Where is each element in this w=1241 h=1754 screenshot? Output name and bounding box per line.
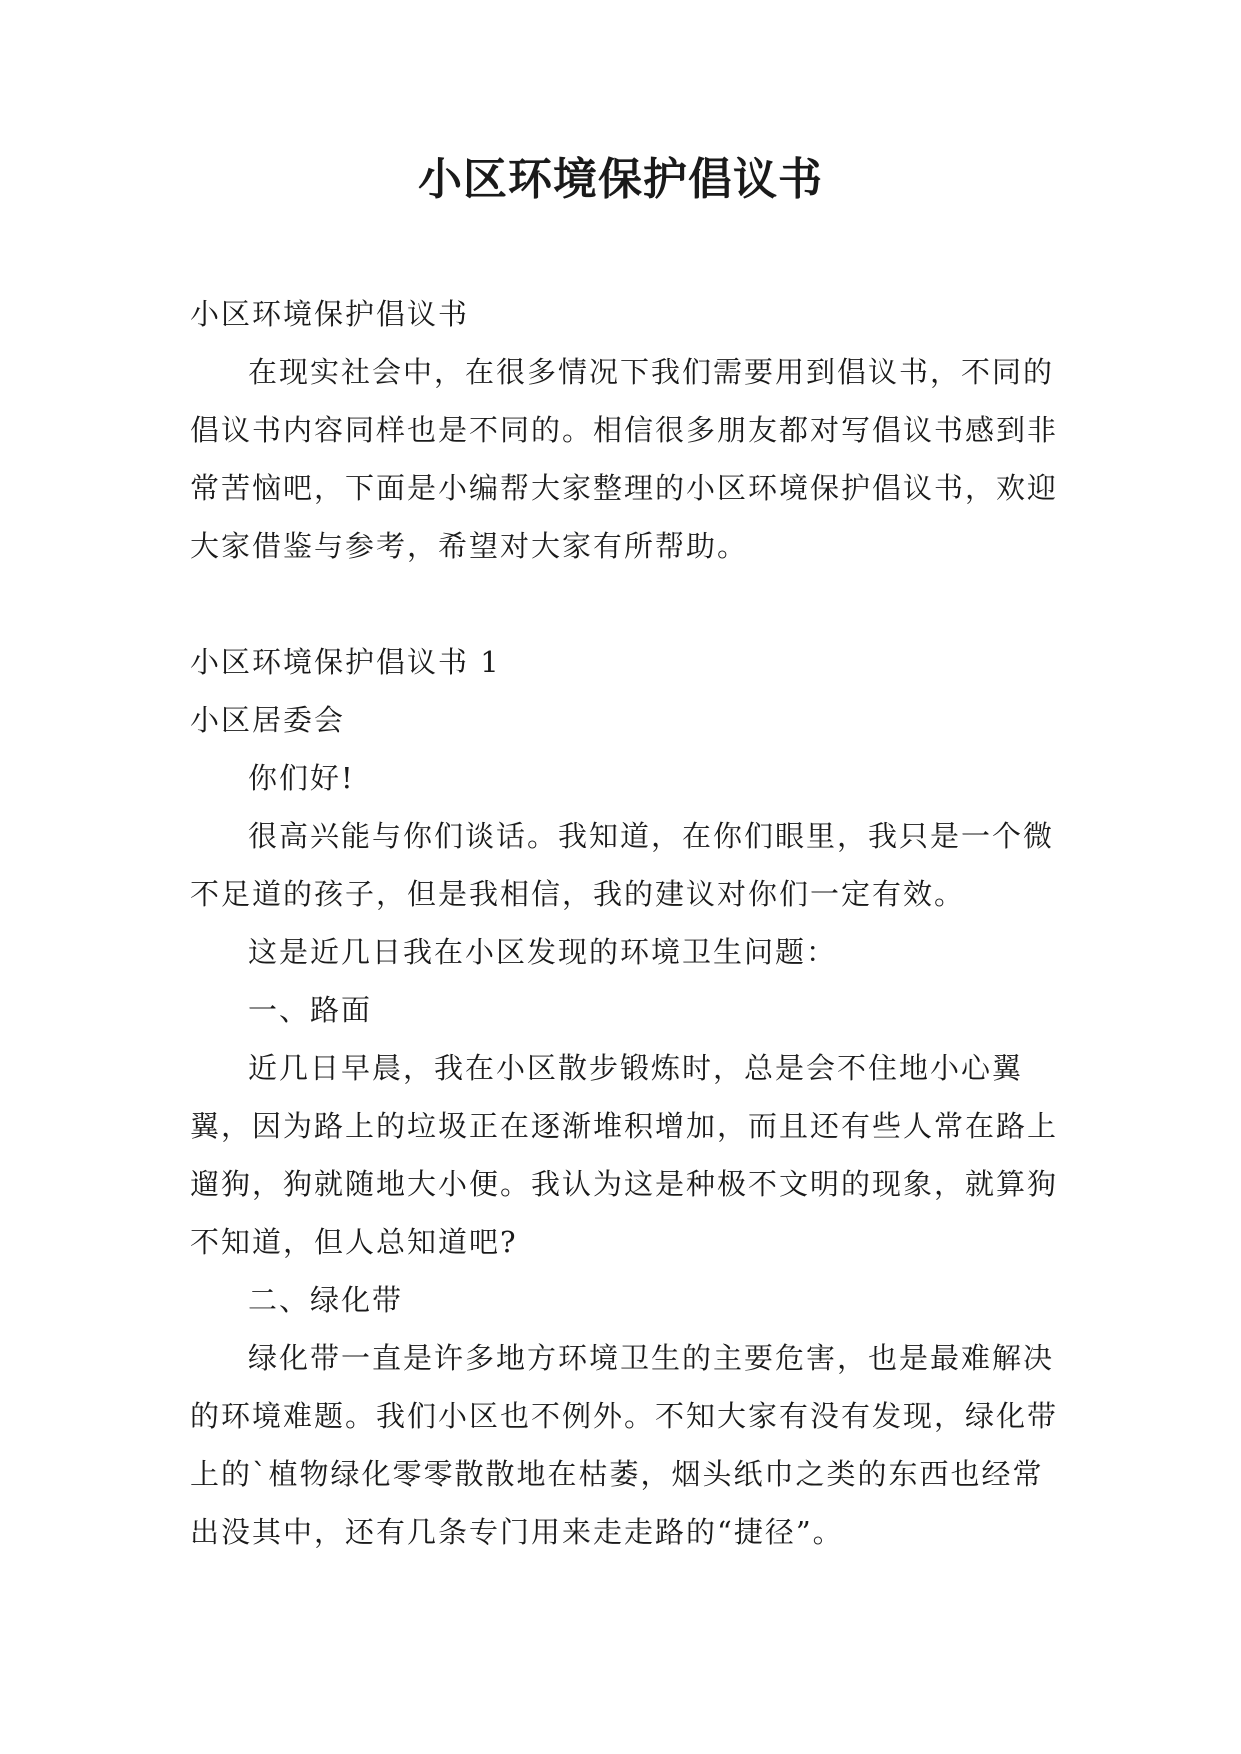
body-paragraph: 很高兴能与你们谈话。我知道，在你们眼里，我只是一个微不足道的孩子，但是我相信，我的建议对你们一定有效。 xyxy=(190,819,1055,911)
section-heading: 小区环境保护倡议书 1 xyxy=(190,645,501,679)
body-paragraph: 近几日早晨，我在小区散步锻炼时，总是会不住地小心翼翼，因为路上的垃圾正在逐渐堆积增加，而且还有些人常在路上遛狗，狗就随地大小便。我认为这是种极不文明的现象，就算狗不知道，但人总知道吧? xyxy=(190,1051,1059,1259)
body-paragraph: 绿化带一直是许多地方环境卫生的主要危害，也是最难解决的环境难题。我们小区也不例外。不知大家有没有发现，绿化带上的`植物绿化零零散散地在枯萎，烟头纸巾之类的东西也经常出没其中，还有几条专门用来走走路的“捷径”。 xyxy=(190,1341,1059,1549)
subheading-green-belt: 二、绿化带 xyxy=(248,1283,404,1317)
addressee: 小区居委会 xyxy=(190,703,346,737)
subheading-road: 一、路面 xyxy=(248,993,373,1027)
intro-heading: 小区环境保护倡议书 xyxy=(190,297,470,331)
body-paragraph: 这是近几日我在小区发现的环境卫生问题： xyxy=(248,935,838,969)
greeting: 你们好! xyxy=(248,761,355,795)
document-title: 小区环境保护倡议书 xyxy=(418,154,823,205)
document-body xyxy=(190,285,1070,1561)
intro-paragraph: 在现实社会中，在很多情况下我们需要用到倡议书，不同的倡议书内容同样也是不同的。相信很多朋友都对写倡议书感到非常苦恼吧，下面是小编帮大家整理的小区环境保护倡议书，欢迎大家借鉴与参考，希望对大家有所帮助。 xyxy=(190,355,1059,563)
